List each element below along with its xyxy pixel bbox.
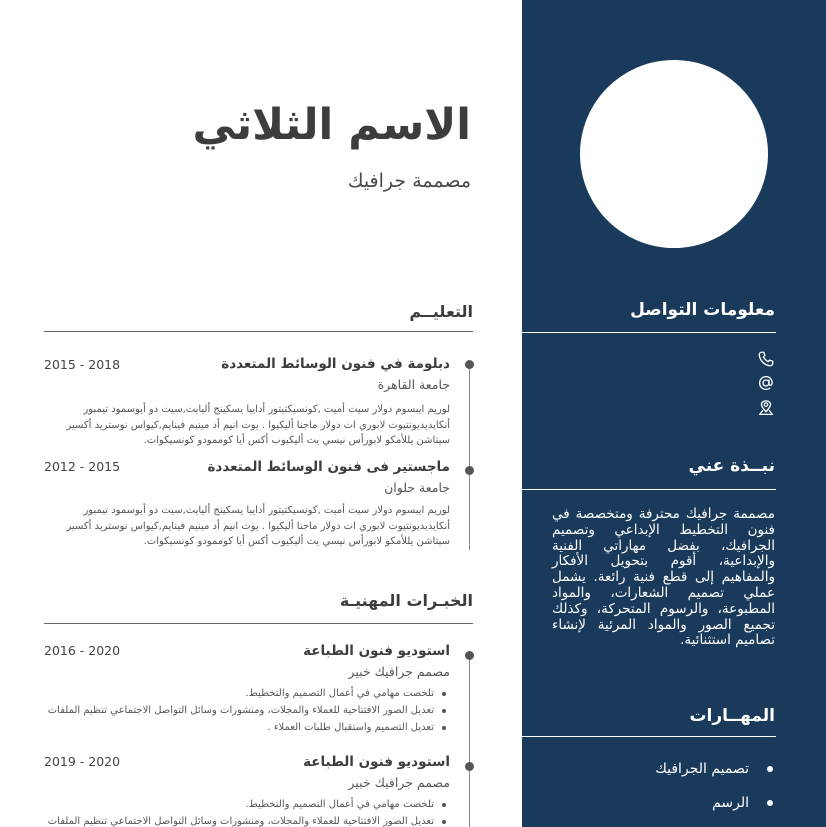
- job-title: مصممة جرافيك: [347, 170, 471, 192]
- experience-role: مصمم جرافيك خبير: [348, 775, 450, 790]
- education-date: 2012 - 2015: [44, 459, 121, 474]
- list-item: تلخصت مهامي في أعمال التصميم والتخطيط.: [44, 796, 450, 813]
- skills-divider: [522, 736, 776, 737]
- education-description: لوريم ايبسوم دولار سيت أميت ,كونسيكتيتور أدايبا يسكينج أليايت,سيت دو أيوسمود تيمبور أنكايديديونتيوت لابوري ات دولار ماجنا أليكيوا . يوت انيم أد مينيم فينايم,كيواس نوستريد أكسير سيتاشن يللأمكو لابورأس نيسي يت أليكيوب أكس أيا كوممودو كونسيكوات.: [66, 404, 450, 446]
- experience-bullets: [44, 685, 450, 736]
- education-title: دبلومة في فنون الوسائط المتعددة: [221, 356, 450, 372]
- experience-role: مصمم جرافيك خبير: [348, 664, 450, 679]
- timeline-dot: [465, 466, 474, 475]
- timeline-dot: [465, 651, 474, 660]
- skills-list: [655, 758, 775, 826]
- sidebar: [522, 0, 826, 827]
- about-divider: [522, 489, 776, 490]
- experience-date: 2019 - 2020: [44, 754, 121, 769]
- profile-photo-placeholder: [580, 60, 768, 248]
- list-item: تعديل الصور الافتتاحية للعملاء والمجلات، ومنشورات وسائل التواصل الاجتماعي تنظيم الملفات: [44, 813, 450, 827]
- at-icon[interactable]: [757, 374, 775, 392]
- education-title: ماجستير فى فنون الوسائط المتعددة: [207, 459, 450, 475]
- list-item: تلخصت مهامي في أعمال التصميم والتخطيط.: [44, 685, 450, 702]
- contact-heading: معلومات التواصل: [630, 300, 775, 320]
- location-pin-icon[interactable]: [757, 399, 775, 417]
- skills-heading: المهــارات: [689, 706, 775, 726]
- list-item: تعديل التصميم واستقبال طلبات العملاء .: [44, 719, 450, 736]
- about-text: مصممة جرافيك محترفة ومتخصصة في فنون التخطيط الإبداعي وتصميم الجرافيك، بفضل مهاراتي الفنية والإبداعية، أقوم بتحويل الأفكار والمفاهيم إلى قطع فنية رائعة. يشمل عملي تصميم الشعارات، والمواد المطبوعة، والرسوم المتحركة، وكذلك تجميع الصور والمواد المرئية لإنشاء تصاميم استثنائية.: [552, 506, 775, 649]
- experience-company: استوديو فنون الطباعة: [303, 754, 450, 770]
- contact-divider: [522, 332, 776, 333]
- education-institution: جامعة القاهرة: [377, 377, 450, 392]
- skill-item: الرسم: [655, 792, 775, 826]
- experience-company: استوديو فنون الطباعة: [303, 643, 450, 659]
- education-date: 2015 - 2018: [44, 357, 121, 372]
- experience-bullets: [44, 796, 450, 827]
- about-heading: نبــذة عني: [688, 456, 775, 476]
- education-timeline: [469, 363, 470, 550]
- experience-divider: [44, 623, 473, 624]
- education-divider: [44, 331, 473, 332]
- skill-item: تصميم الجرافيك: [655, 758, 775, 792]
- experience-date: 2016 - 2020: [44, 643, 121, 658]
- education-institution: جامعة حلوان: [384, 480, 450, 495]
- education-heading: التعليــم: [409, 302, 473, 321]
- full-name: الاسم الثلاثي: [192, 100, 471, 150]
- timeline-dot: [465, 762, 474, 771]
- list-item: تعديل الصور الافتتاحية للعملاء والمجلات، ومنشورات وسائل التواصل الاجتماعي تنظيم الملفات: [44, 702, 450, 719]
- phone-icon[interactable]: [757, 350, 775, 368]
- experience-heading: الخبـرات المهنيـة: [339, 591, 473, 610]
- timeline-dot: [465, 360, 474, 369]
- experience-timeline: [469, 655, 470, 827]
- education-description: لوريم ايبسوم دولار سيت أميت ,كونسيكتيتور أدايبا يسكينج أليايت,سيت دو أيوسمود تيمبور أنكايديديونتيوت لابوري ات دولار ماجنا أليكيوا . يوت انيم أد مينيم فينايم,كيواس نوستريد أكسير سيتاشن يللأمكو لابورأس نيسي يت أليكيوب أكس أيا كوممودو كونسيكوات.: [66, 505, 450, 547]
